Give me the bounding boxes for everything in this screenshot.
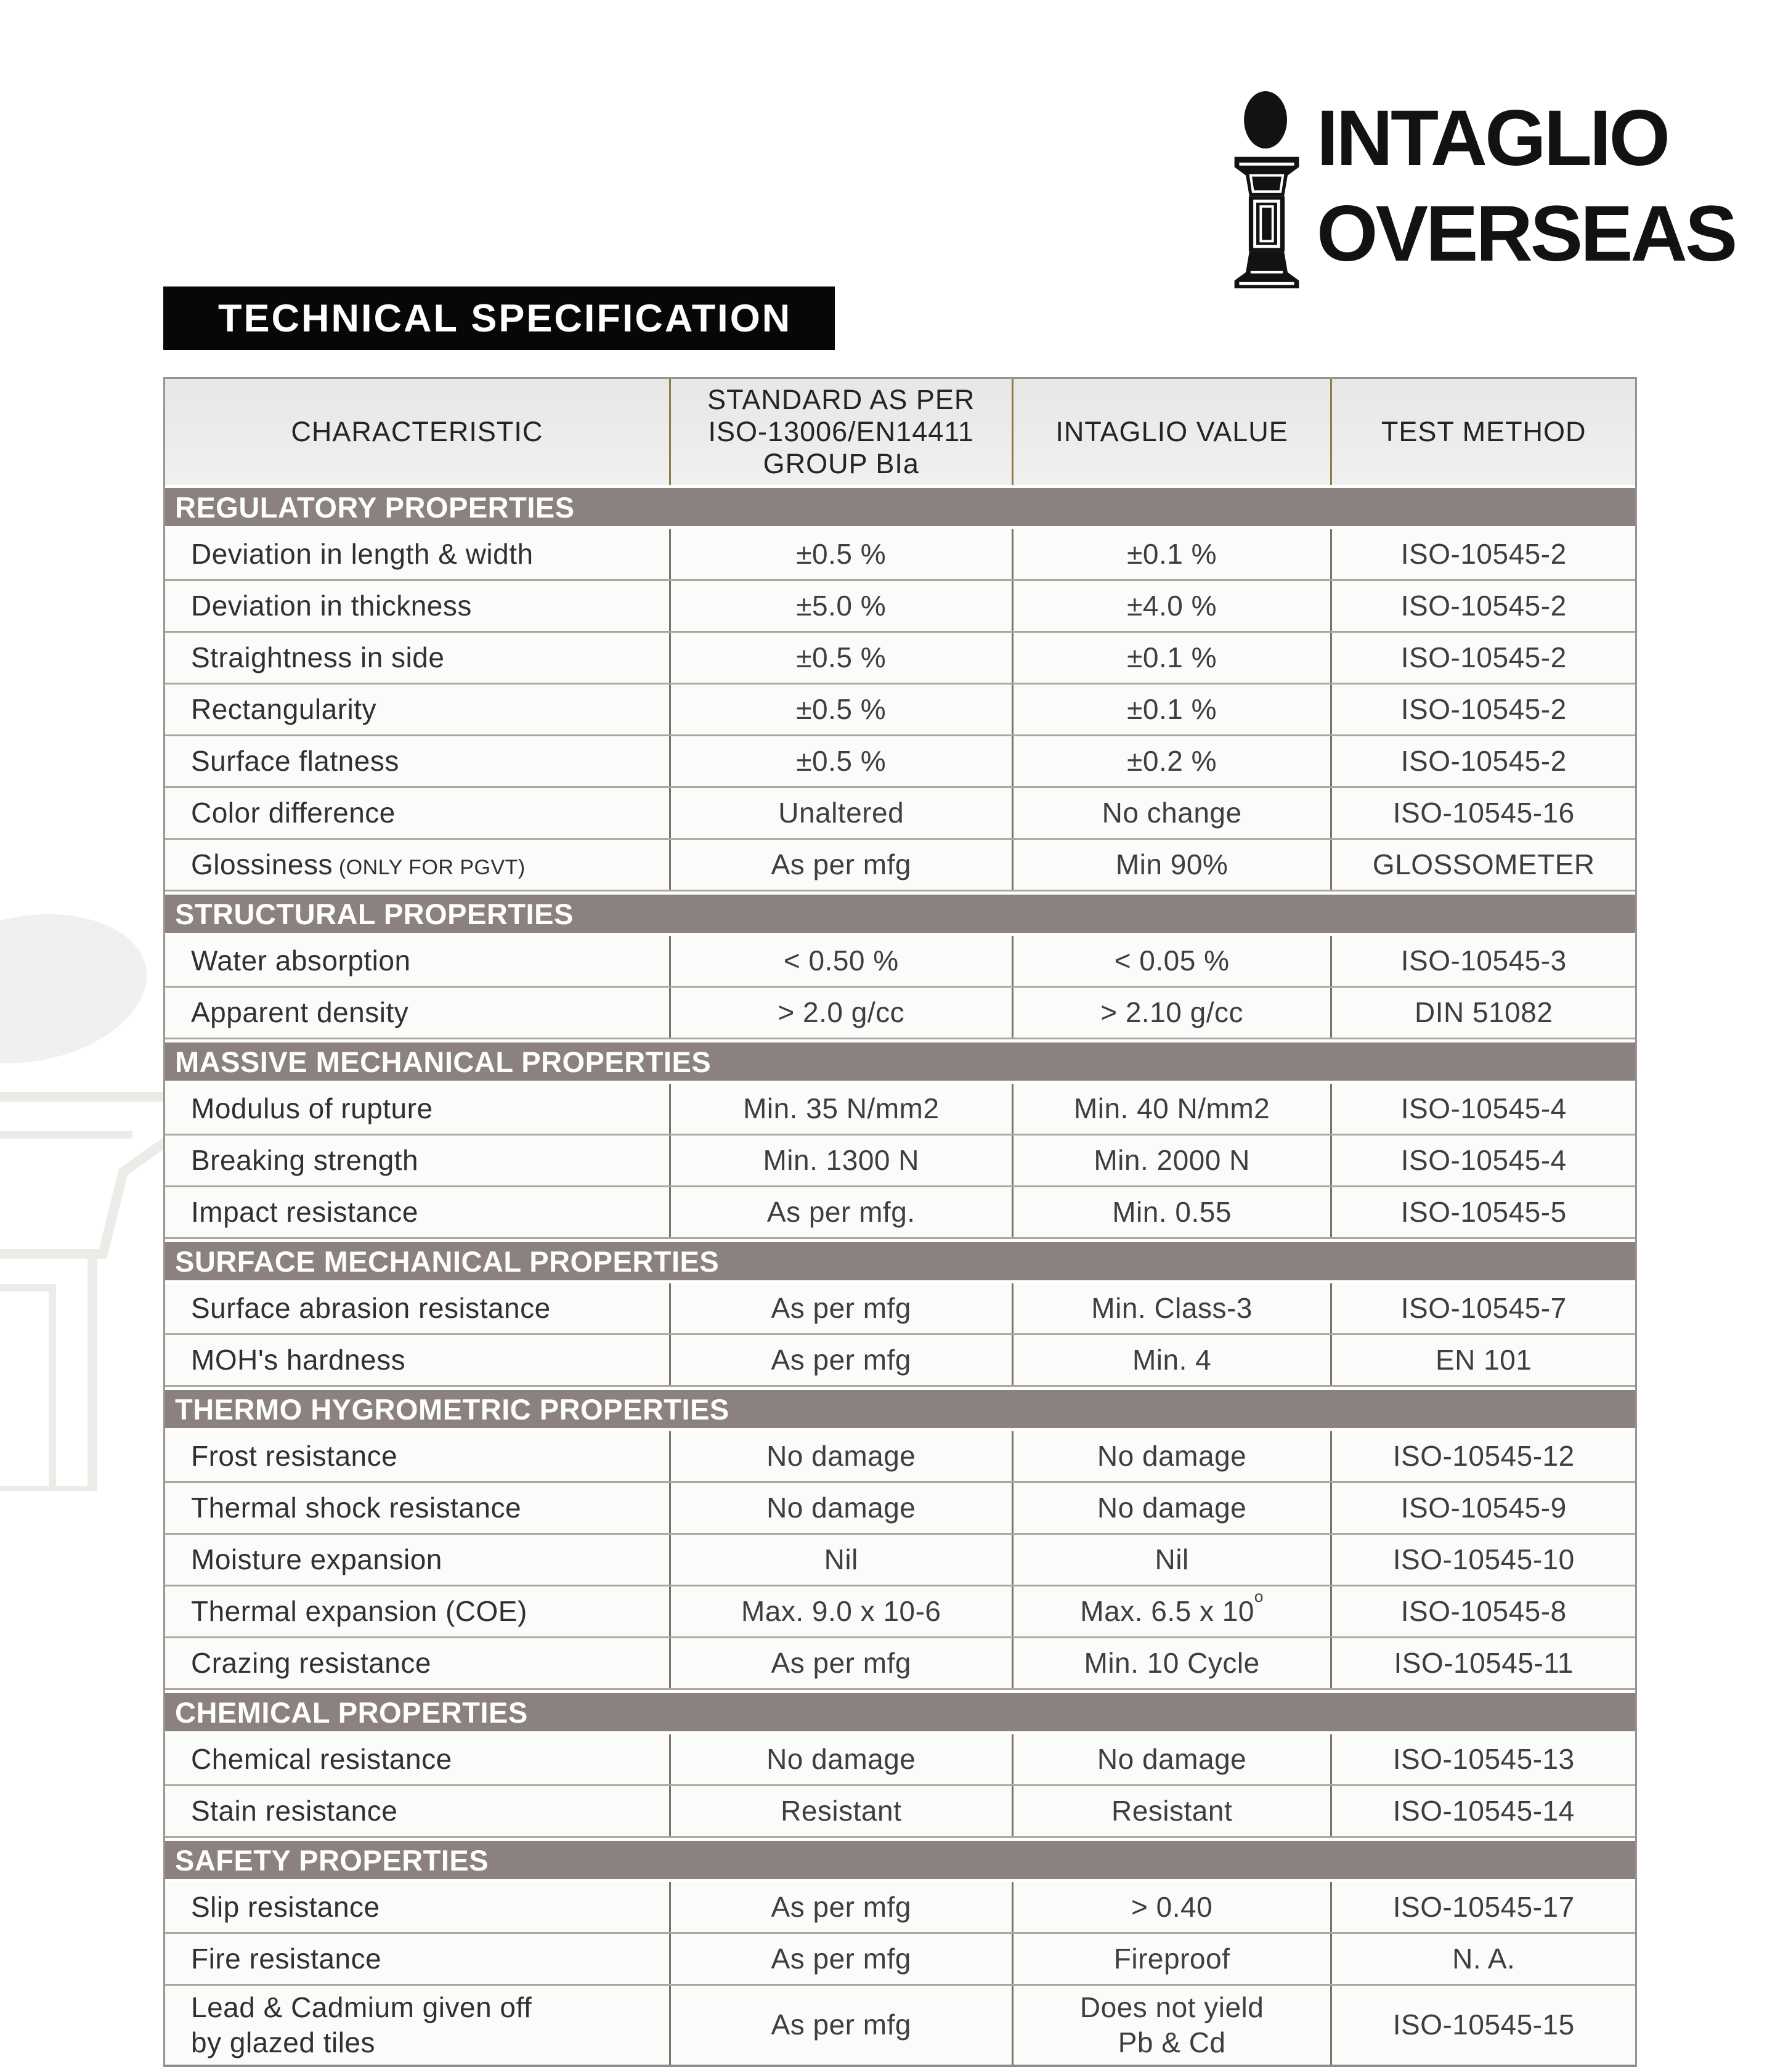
cell-intaglio-value xyxy=(1013,1136,1333,1185)
characteristic-text: Slip resistance xyxy=(191,1890,380,1923)
table-row xyxy=(165,1084,1635,1136)
test-method-text: ISO-10545-2 xyxy=(1400,693,1567,725)
intaglio-value-text: Min 90% xyxy=(1115,848,1229,880)
table-row xyxy=(165,1535,1635,1587)
standard-value-text: Resistant xyxy=(781,1794,902,1827)
characteristic-label xyxy=(191,692,376,728)
intaglio-value-text: > 2.10 g/cc xyxy=(1100,996,1243,1028)
table-row xyxy=(165,685,1635,736)
cell-test-method xyxy=(1332,788,1635,838)
cell-characteristic xyxy=(165,1587,671,1636)
intaglio-value-text: Min. 2000 N xyxy=(1094,1144,1250,1176)
cell-characteristic xyxy=(165,840,671,890)
cell-test-method xyxy=(1332,529,1635,579)
characteristic-text: Frost resistance xyxy=(191,1439,398,1472)
characteristic-text: Surface flatness xyxy=(191,744,399,777)
cell-test-method xyxy=(1332,581,1635,631)
intaglio-value-line xyxy=(1100,995,1243,1031)
cell-standard-value xyxy=(671,1335,1013,1385)
cell-standard-value xyxy=(671,1136,1013,1185)
cell-standard-value xyxy=(671,1431,1013,1481)
cell-standard-value xyxy=(671,988,1013,1038)
characteristic-label xyxy=(191,1091,433,1127)
intaglio-value-line xyxy=(1116,847,1228,883)
test-method-text: ISO-10545-8 xyxy=(1400,1595,1567,1627)
cell-intaglio-value xyxy=(1013,1786,1333,1836)
table-row xyxy=(165,788,1635,840)
characteristic-label xyxy=(191,1343,405,1378)
intaglio-value-text: No change xyxy=(1102,796,1242,829)
characteristic-text: Thermal shock resistance xyxy=(191,1491,522,1524)
intaglio-value-text: No damage xyxy=(1097,1439,1247,1472)
cell-intaglio-value xyxy=(1013,529,1333,579)
table-row xyxy=(165,1934,1635,1986)
intaglio-value-text: < 0.05 % xyxy=(1114,944,1230,977)
table-row xyxy=(165,1786,1635,1838)
cell-intaglio-value xyxy=(1013,1187,1333,1237)
characteristic-label xyxy=(191,588,472,624)
cell-standard-value xyxy=(671,1283,1013,1333)
cell-characteristic xyxy=(165,633,671,683)
characteristic-label xyxy=(191,744,399,779)
intaglio-value-text: No damage xyxy=(1097,1491,1247,1524)
characteristic-text: Impact resistance xyxy=(191,1195,418,1228)
standard-value-text: Min. 35 N/mm2 xyxy=(743,1092,940,1124)
characteristic-label xyxy=(191,537,534,572)
cell-test-method xyxy=(1332,1335,1635,1385)
table-row xyxy=(165,1882,1635,1934)
cell-test-method xyxy=(1332,1483,1635,1533)
intaglio-value-line xyxy=(1097,1742,1246,1777)
test-method-text: DIN 51082 xyxy=(1415,996,1553,1028)
characteristic-text: Rectangularity xyxy=(191,693,377,725)
table-row xyxy=(165,988,1635,1039)
cell-characteristic xyxy=(165,1084,671,1134)
intaglio-value-text: Fireproof xyxy=(1113,1942,1230,1975)
characteristic-label xyxy=(191,1143,418,1179)
standard-value-text: ±0.5 % xyxy=(796,537,887,570)
header-test-label: TEST METHOD xyxy=(1381,415,1586,447)
standard-value-text: As per mfg xyxy=(771,1942,911,1975)
table-row xyxy=(165,581,1635,633)
column-pillar-icon xyxy=(1229,91,1304,288)
cell-standard-value xyxy=(671,840,1013,890)
characteristic-label xyxy=(191,847,526,883)
characteristic-text: Water absorption xyxy=(191,944,411,977)
cell-characteristic xyxy=(165,788,671,838)
characteristic-label xyxy=(191,1990,532,2026)
standard-value-text: ±0.5 % xyxy=(796,693,887,725)
intaglio-value-text: ±0.2 % xyxy=(1127,744,1217,777)
standard-value-text: No damage xyxy=(766,1491,916,1524)
cell-standard-value xyxy=(671,1934,1013,1984)
characteristic-text: Deviation in thickness xyxy=(191,589,472,622)
cell-characteristic xyxy=(165,1638,671,1688)
table-row xyxy=(165,1136,1635,1187)
table-row xyxy=(165,1187,1635,1239)
section-header: SURFACE MECHANICAL PROPERTIES xyxy=(165,1239,1635,1283)
characteristic-label xyxy=(191,1291,551,1326)
cell-intaglio-value xyxy=(1013,685,1333,734)
intaglio-value-line xyxy=(1132,1343,1211,1378)
characteristic-text: Modulus of rupture xyxy=(191,1092,433,1124)
characteristic-text: Glossiness xyxy=(191,848,333,880)
intaglio-value-line xyxy=(1084,1646,1260,1681)
characteristic-label xyxy=(191,640,444,676)
cell-standard-value xyxy=(671,1187,1013,1237)
cell-intaglio-value xyxy=(1013,1535,1333,1585)
characteristic-text: Deviation in length & width xyxy=(191,537,534,570)
header-standard xyxy=(671,379,1013,485)
section-header: STRUCTURAL PROPERTIES xyxy=(165,892,1635,936)
cell-standard-value xyxy=(671,529,1013,579)
cell-characteristic xyxy=(165,1136,671,1185)
cell-standard-value xyxy=(671,1882,1013,1932)
cell-intaglio-value xyxy=(1013,1335,1333,1385)
test-method-text: GLOSSOMETER xyxy=(1372,848,1595,880)
cell-test-method xyxy=(1332,633,1635,683)
characteristic-text: Moisture expansion xyxy=(191,1543,442,1575)
intaglio-value-line xyxy=(1080,1990,1264,2026)
cell-test-method xyxy=(1332,1638,1635,1688)
cell-standard-value xyxy=(671,633,1013,683)
brand-wordmark xyxy=(1317,91,1735,282)
table-row xyxy=(165,1587,1635,1638)
characteristic-text: MOH's hardness xyxy=(191,1343,406,1376)
test-method-text: ISO-10545-4 xyxy=(1400,1144,1567,1176)
cell-test-method xyxy=(1332,1535,1635,1585)
intaglio-value-text: Does not yield xyxy=(1079,1991,1264,2023)
intaglio-value-text: Min. Class-3 xyxy=(1091,1291,1253,1324)
standard-value-text: Min. 1300 N xyxy=(763,1144,919,1176)
intaglio-value-line xyxy=(1091,1291,1253,1326)
cell-test-method xyxy=(1332,1934,1635,1984)
cell-intaglio-value xyxy=(1013,1483,1333,1533)
cell-test-method xyxy=(1332,685,1635,734)
characteristic-text: Lead & Cadmium given off xyxy=(191,1991,532,2023)
cell-characteristic xyxy=(165,1734,671,1784)
header-characteristic xyxy=(165,379,671,485)
intaglio-value-text: Min. 0.55 xyxy=(1112,1195,1232,1228)
test-method-text: ISO-10545-12 xyxy=(1392,1439,1575,1472)
cell-test-method xyxy=(1332,936,1635,986)
cell-standard-value xyxy=(671,1786,1013,1836)
section-header: REGULATORY PROPERTIES xyxy=(165,485,1635,529)
header-test-method xyxy=(1332,379,1635,485)
cell-standard-value xyxy=(671,1986,1013,2065)
section-header: THERMO HYGROMETRIC PROPERTIES xyxy=(165,1387,1635,1431)
table-header-row xyxy=(165,379,1635,485)
cell-characteristic xyxy=(165,1187,671,1237)
cell-test-method xyxy=(1332,1882,1635,1932)
table-row xyxy=(165,1986,1635,2065)
cell-test-method xyxy=(1332,1187,1635,1237)
cell-standard-value xyxy=(671,1734,1013,1784)
characteristic-label xyxy=(191,1490,521,1526)
intaglio-value-line xyxy=(1127,588,1217,624)
test-method-text: ISO-10545-14 xyxy=(1392,1794,1575,1827)
cell-intaglio-value xyxy=(1013,1882,1333,1932)
cell-intaglio-value xyxy=(1013,988,1333,1038)
characteristic-label xyxy=(191,1941,381,1977)
test-method-text: ISO-10545-5 xyxy=(1400,1195,1567,1228)
intaglio-value-line xyxy=(1155,1542,1189,1578)
orange-accent-square xyxy=(173,292,202,344)
technical-specification-table xyxy=(163,377,1637,2067)
cell-test-method xyxy=(1332,1283,1635,1333)
brand-name-line2: OVERSEAS xyxy=(1317,189,1736,278)
standard-value-text: Unaltered xyxy=(778,796,904,829)
cell-test-method xyxy=(1332,1734,1635,1784)
intaglio-value-line xyxy=(1127,744,1217,779)
cell-test-method xyxy=(1332,736,1635,786)
intaglio-value-text: Max. 6.5 x 10 xyxy=(1080,1595,1254,1627)
characteristic-line2: by glazed tiles xyxy=(191,2026,375,2058)
table-row xyxy=(165,936,1635,988)
characteristic-label xyxy=(191,795,396,831)
test-method-text: ISO-10545-2 xyxy=(1400,744,1567,777)
cell-standard-value xyxy=(671,936,1013,986)
characteristic-label xyxy=(191,1646,431,1681)
cell-intaglio-value xyxy=(1013,581,1333,631)
intaglio-value-line xyxy=(1127,640,1217,676)
characteristic-label xyxy=(191,1742,452,1777)
intaglio-value-line xyxy=(1102,795,1242,831)
cell-characteristic xyxy=(165,1431,671,1481)
characteristic-label xyxy=(191,1195,418,1230)
characteristic-text: Stain resistance xyxy=(191,1794,398,1827)
intaglio-value-text: ±4.0 % xyxy=(1127,589,1217,622)
intaglio-value-line xyxy=(1114,1941,1230,1977)
standard-value-text: No damage xyxy=(766,1439,916,1472)
header-standard-line1: STANDARD AS PER xyxy=(707,383,975,415)
characteristic-label xyxy=(191,1890,380,1925)
cell-characteristic xyxy=(165,1335,671,1385)
characteristic-text: Color difference xyxy=(191,796,396,829)
cell-characteristic xyxy=(165,988,671,1038)
cell-characteristic xyxy=(165,529,671,579)
section-header: CHEMICAL PROPERTIES xyxy=(165,1690,1635,1734)
header-standard-line3: GROUP BIa xyxy=(763,448,919,480)
test-method-text: ISO-10545-10 xyxy=(1392,1543,1575,1575)
table-body xyxy=(165,485,1635,2065)
cell-test-method xyxy=(1332,988,1635,1038)
cell-test-method xyxy=(1332,1587,1635,1636)
standard-value-text: Max. 9.0 x 10-6 xyxy=(741,1595,941,1627)
table-row xyxy=(165,1335,1635,1387)
section-header: SAFETY PROPERTIES xyxy=(165,1838,1635,1882)
intaglio-value-line xyxy=(1097,1439,1246,1474)
standard-value-text: As per mfg. xyxy=(766,1195,916,1228)
cell-intaglio-value xyxy=(1013,1283,1333,1333)
test-method-text: ISO-10545-2 xyxy=(1400,641,1567,673)
cell-test-method xyxy=(1332,1084,1635,1134)
standard-value-text: ±0.5 % xyxy=(796,744,887,777)
cell-test-method xyxy=(1332,1136,1635,1185)
cell-characteristic xyxy=(165,685,671,734)
cell-intaglio-value xyxy=(1013,1734,1333,1784)
cell-intaglio-value xyxy=(1013,840,1333,890)
header-intaglio-value xyxy=(1013,379,1333,485)
test-method-text: ISO-10545-9 xyxy=(1400,1491,1567,1524)
test-method-text: ISO-10545-11 xyxy=(1394,1646,1574,1679)
test-method-text: ISO-10545-13 xyxy=(1392,1742,1575,1775)
cell-intaglio-value xyxy=(1013,633,1333,683)
test-method-text: ISO-10545-3 xyxy=(1400,944,1567,977)
test-method-text: ISO-10545-16 xyxy=(1392,796,1575,829)
characteristic-label xyxy=(191,943,411,979)
cell-test-method xyxy=(1332,840,1635,890)
cell-standard-value xyxy=(671,1638,1013,1688)
cell-standard-value xyxy=(671,1084,1013,1134)
characteristic-text: Thermal expansion (COE) xyxy=(191,1595,527,1627)
header-intaglio-label: INTAGLIO VALUE xyxy=(1055,415,1288,447)
intaglio-value-text: Min. 10 Cycle xyxy=(1084,1646,1260,1679)
cell-intaglio-value xyxy=(1013,788,1333,838)
brand-name-line1: INTAGLIO xyxy=(1317,94,1668,182)
cell-standard-value xyxy=(671,581,1013,631)
table-row xyxy=(165,736,1635,788)
cell-characteristic xyxy=(165,1882,671,1932)
standard-value-text: As per mfg xyxy=(771,1343,911,1376)
table-row xyxy=(165,1431,1635,1483)
cell-characteristic xyxy=(165,736,671,786)
test-method-text: ISO-10545-4 xyxy=(1400,1092,1567,1124)
cell-characteristic xyxy=(165,1786,671,1836)
header-characteristic-label: CHARACTERISTIC xyxy=(291,415,543,447)
characteristic-text: Fire resistance xyxy=(191,1942,382,1975)
standard-value-text: As per mfg xyxy=(771,848,911,880)
intaglio-value-line xyxy=(1127,692,1217,728)
cell-intaglio-value xyxy=(1013,936,1333,986)
table-row xyxy=(165,529,1635,581)
cell-intaglio-value xyxy=(1013,736,1333,786)
standard-value-text: ±0.5 % xyxy=(796,641,887,673)
intaglio-value-text: Resistant xyxy=(1111,1794,1233,1827)
standard-value-text: > 2.0 g/cc xyxy=(778,996,905,1028)
cell-test-method xyxy=(1332,1986,1635,2065)
test-method-text: ISO-10545-2 xyxy=(1400,589,1567,622)
standard-value-text: Nil xyxy=(824,1543,858,1575)
intaglio-value-text: Min. 4 xyxy=(1132,1343,1212,1376)
cell-intaglio-value xyxy=(1013,1431,1333,1481)
standard-value-text: As per mfg xyxy=(771,1291,911,1324)
cell-characteristic xyxy=(165,1283,671,1333)
cell-intaglio-value xyxy=(1013,1084,1333,1134)
characteristic-label xyxy=(191,1542,442,1578)
cell-intaglio-value xyxy=(1013,1587,1333,1636)
characteristic-text: Surface abrasion resistance xyxy=(191,1291,551,1324)
cell-characteristic xyxy=(165,1986,671,2065)
cell-characteristic xyxy=(165,1483,671,1533)
test-method-text: ISO-10545-15 xyxy=(1392,2009,1575,2041)
page-title: TECHNICAL SPECIFICATION xyxy=(218,296,792,340)
cell-intaglio-value xyxy=(1013,1986,1333,2065)
cell-standard-value xyxy=(671,685,1013,734)
intaglio-value-text: > 0.40 xyxy=(1131,1890,1213,1923)
intaglio-value-line xyxy=(1074,1091,1270,1127)
intaglio-value-line2: Pb & Cd xyxy=(1118,2026,1226,2058)
cell-test-method xyxy=(1332,1431,1635,1481)
intaglio-value-text: No damage xyxy=(1097,1742,1247,1775)
table-row xyxy=(165,633,1635,685)
characteristic-label xyxy=(191,1439,397,1474)
intaglio-value-line xyxy=(1097,1490,1246,1526)
standard-value-text: ±5.0 % xyxy=(796,589,887,622)
test-method-text: N. A. xyxy=(1452,1942,1516,1975)
table-row xyxy=(165,1734,1635,1786)
characteristic-text: Crazing resistance xyxy=(191,1646,431,1679)
intaglio-value-line xyxy=(1111,1794,1232,1829)
intaglio-value-line xyxy=(1115,943,1230,979)
standard-value-text: As per mfg xyxy=(771,2009,911,2041)
characteristic-label xyxy=(191,1794,397,1829)
standard-value-text: As per mfg xyxy=(771,1646,911,1679)
characteristic-text: Straightness in side xyxy=(191,641,445,673)
cell-characteristic xyxy=(165,581,671,631)
section-header: MASSIVE MECHANICAL PROPERTIES xyxy=(165,1039,1635,1084)
table-row xyxy=(165,840,1635,892)
cell-standard-value xyxy=(671,1535,1013,1585)
cell-test-method xyxy=(1332,1786,1635,1836)
intaglio-value-line xyxy=(1094,1143,1250,1179)
intaglio-value-text: Nil xyxy=(1155,1543,1189,1575)
table-row xyxy=(165,1483,1635,1535)
characteristic-suffix: (ONLY FOR PGVT) xyxy=(332,855,526,879)
standard-value-text: < 0.50 % xyxy=(783,944,899,977)
test-method-text: ISO-10545-2 xyxy=(1400,537,1567,570)
intaglio-value-text: Min. 40 N/mm2 xyxy=(1073,1092,1270,1124)
table-row xyxy=(165,1638,1635,1690)
intaglio-value-line xyxy=(1131,1890,1212,1925)
cell-standard-value xyxy=(671,1587,1013,1636)
intaglio-value-text: ±0.1 % xyxy=(1127,641,1217,673)
intaglio-value-text: ±0.1 % xyxy=(1127,693,1217,725)
cell-intaglio-value xyxy=(1013,1638,1333,1688)
intaglio-value-line xyxy=(1080,1587,1264,1630)
cell-characteristic xyxy=(165,1934,671,1984)
cell-standard-value xyxy=(671,1483,1013,1533)
characteristic-label xyxy=(191,995,408,1031)
cell-characteristic xyxy=(165,1535,671,1585)
standard-value-text: No damage xyxy=(766,1742,916,1775)
intaglio-value-line xyxy=(1112,1195,1232,1230)
characteristic-text: Apparent density xyxy=(191,996,409,1028)
test-method-text: ISO-10545-17 xyxy=(1392,1890,1575,1923)
intaglio-value-line xyxy=(1127,537,1217,572)
characteristic-text: Breaking strength xyxy=(191,1144,419,1176)
characteristic-label xyxy=(191,1594,527,1630)
characteristic-text: Chemical resistance xyxy=(191,1742,452,1775)
table-row xyxy=(165,1283,1635,1335)
standard-value-text: As per mfg xyxy=(771,1890,911,1923)
cell-standard-value xyxy=(671,788,1013,838)
cell-characteristic xyxy=(165,936,671,986)
intaglio-value-superscript: o xyxy=(1254,1587,1264,1606)
test-method-text: EN 101 xyxy=(1436,1343,1532,1376)
test-method-text: ISO-10545-7 xyxy=(1400,1291,1567,1324)
cell-standard-value xyxy=(671,736,1013,786)
intaglio-value-text: ±0.1 % xyxy=(1127,537,1217,570)
title-bar xyxy=(163,286,835,350)
cell-intaglio-value xyxy=(1013,1934,1333,1984)
header-standard-line2: ISO-13006/EN14411 xyxy=(708,415,974,447)
brand-logo xyxy=(1229,91,1735,288)
